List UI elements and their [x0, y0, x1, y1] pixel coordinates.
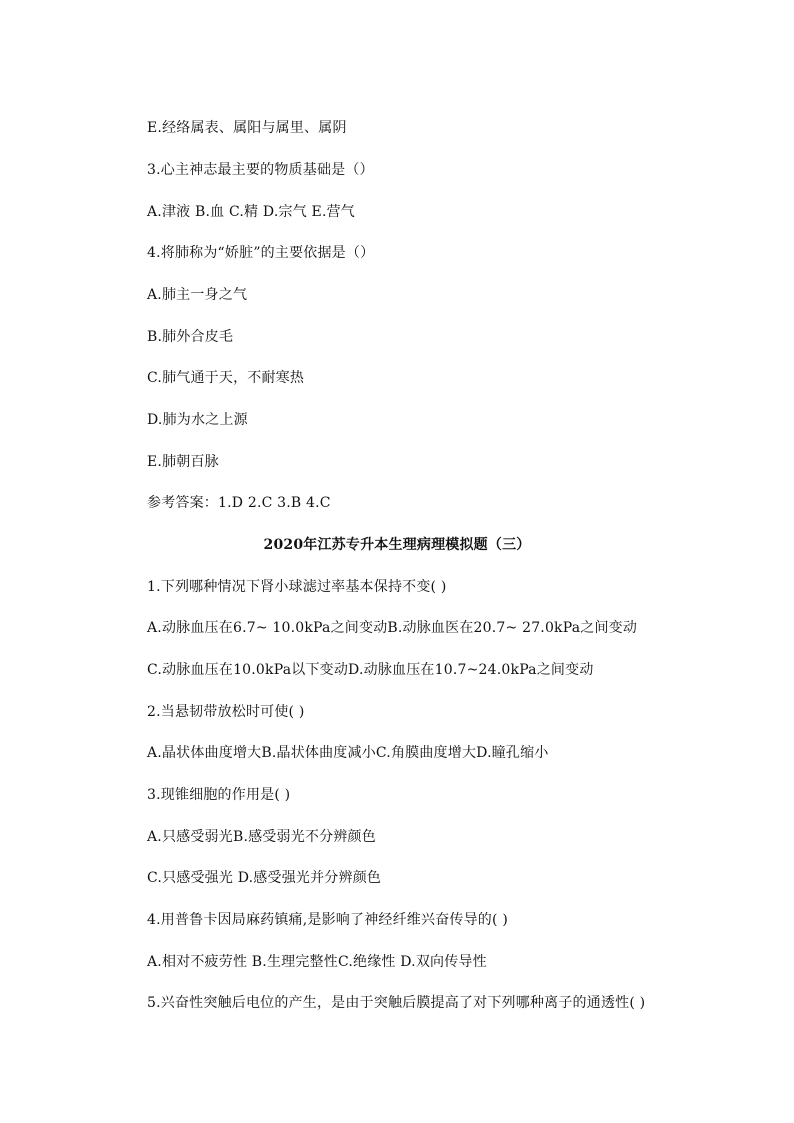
option-text: C.只感受强光 D.感受强光并分辨颜色	[147, 870, 382, 886]
question-text: 4.用普鲁卡因局麻药镇痛,是影响了神经纤维兴奋传导的( )	[147, 912, 508, 928]
option-text: E.肺朝百脉	[147, 454, 219, 470]
question-text: 2.当悬韧带放松时可使( )	[147, 704, 305, 720]
option-text: A.津液 B.血 C.精 D.宗气 E.营气	[147, 204, 356, 220]
option-text: A.晶状体曲度增大B.晶状体曲度减小C.角膜曲度增大D.瞳孔缩小	[147, 745, 549, 761]
question-text: 3.现锥细胞的作用是( )	[147, 787, 291, 803]
option-text: B.肺外合皮毛	[147, 329, 234, 345]
question-text: 4.将肺称为“娇脏”的主要依据是（）	[147, 245, 375, 261]
answer-key: 参考答案：1.D 2.C 3.B 4.C	[147, 495, 331, 511]
option-text: A.相对不疲劳性 B.生理完整性C.绝缘性 D.双向传导性	[147, 954, 487, 970]
option-text: A.肺主一身之气	[147, 287, 248, 303]
question-text: 3.心主神志最主要的物质基础是（）	[147, 162, 374, 178]
question-text: 1.下列哪种情况下肾小球滤过率基本保持不变( )	[147, 579, 447, 595]
option-text: E.经络属表、属阳与属里、属阴	[147, 120, 347, 136]
option-text: C.动脉血压在10.0kPa以下变动D.动脉血压在10.7~24.0kPa之间变动	[147, 662, 594, 678]
question-text: 5.兴奋性突触后电位的产生，是由于突触后膜提高了对下列哪种离子的通透性( )	[147, 995, 646, 1011]
option-text: C.肺气通于天，不耐寒热	[147, 370, 305, 386]
section-title: 2020年江苏专升本生理病理模拟题（三）	[263, 537, 531, 553]
option-text: D.肺为水之上源	[147, 412, 248, 428]
option-text: A.动脉血压在6.7~ 10.0kPa之间变动B.动脉血医在20.7~ 27.0kPa之间变动	[147, 620, 638, 636]
option-text: A.只感受弱光B.感受弱光不分辨颜色	[147, 829, 376, 845]
